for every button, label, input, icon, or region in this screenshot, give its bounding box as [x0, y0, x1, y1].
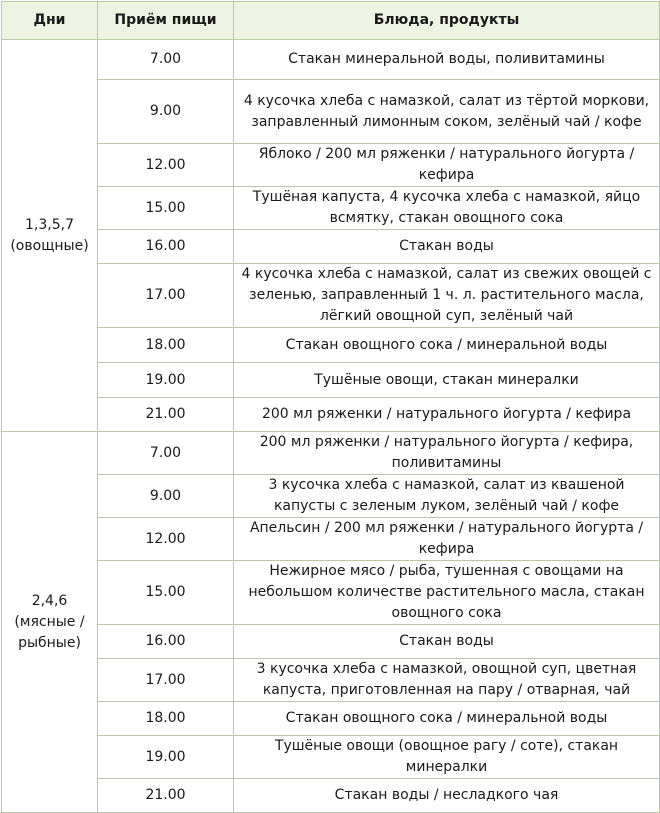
meal-food: Тушёные овощи, стакан минералки — [234, 363, 660, 398]
meal-time: 17.00 — [98, 659, 234, 702]
table-row — [2, 659, 660, 702]
table-row — [2, 736, 660, 779]
meal-time: 17.00 — [98, 264, 234, 328]
meal-time: 16.00 — [98, 625, 234, 659]
meal-food: 3 кусочка хлеба с намазкой, салат из квашеной капусты с зеленым луком, зелёный чай / кофе — [234, 475, 660, 518]
meal-food: 200 мл ряженки / натурального йогурта / кефира — [234, 398, 660, 432]
header-days: Дни — [2, 2, 98, 40]
meal-time: 19.00 — [98, 363, 234, 398]
header-row — [2, 2, 660, 40]
meal-time: 21.00 — [98, 398, 234, 432]
table-row — [2, 230, 660, 264]
meal-food: 4 кусочка хлеба с намазкой, салат из свежих овощей с зеленью, заправленный 1 ч. л. растительного масла, лёгкий овощной суп, зелёный чай — [234, 264, 660, 328]
meal-food: Стакан воды — [234, 625, 660, 659]
day-numbers: 1,3,5,7 — [25, 216, 74, 233]
table-row — [2, 187, 660, 230]
meal-food: 3 кусочка хлеба с намазкой, овощной суп, цветная капуста, приготовленная на пару / отварная, чай — [234, 659, 660, 702]
table-row — [2, 328, 660, 363]
header-dishes: Блюда, продукты — [234, 2, 660, 40]
meal-time: 7.00 — [98, 40, 234, 80]
meal-food: Яблоко / 200 мл ряженки / натурального йогурта / кефира — [234, 144, 660, 187]
meal-food: Стакан овощного сока / минеральной воды — [234, 328, 660, 363]
header-meal: Приём пищи — [98, 2, 234, 40]
meal-food: Стакан минеральной воды, поливитамины — [234, 40, 660, 80]
meal-food: 4 кусочка хлеба с намазкой, салат из тёртой моркови, заправленный лимонным соком, зелёный чай / кофе — [234, 80, 660, 144]
day-group-cell — [2, 40, 98, 432]
meal-food: Тушёная капуста, 4 кусочка хлеба с намазкой, яйцо всмятку, стакан овощного сока — [234, 187, 660, 230]
day-type: (мясные / рыбные) — [14, 613, 85, 651]
meal-time: 9.00 — [98, 80, 234, 144]
diet-table — [1, 1, 660, 813]
meal-time: 19.00 — [98, 736, 234, 779]
table-row — [2, 518, 660, 561]
meal-food: Стакан воды / несладкого чая — [234, 779, 660, 813]
meal-time: 15.00 — [98, 561, 234, 625]
meal-time: 9.00 — [98, 475, 234, 518]
table-row — [2, 702, 660, 736]
meal-time: 12.00 — [98, 144, 234, 187]
meal-food: Нежирное мясо / рыба, тушенная с овощами на небольшом количестве растительного масла, стакан овощного сока — [234, 561, 660, 625]
day-group-cell — [2, 432, 98, 813]
meal-time: 15.00 — [98, 187, 234, 230]
meal-time: 21.00 — [98, 779, 234, 813]
table-row — [2, 363, 660, 398]
table-row — [2, 398, 660, 432]
meal-time: 7.00 — [98, 432, 234, 475]
day-numbers: 2,4,6 — [31, 592, 68, 609]
table-row — [2, 80, 660, 144]
table-row — [2, 561, 660, 625]
meal-time: 16.00 — [98, 230, 234, 264]
meal-food: Апельсин / 200 мл ряженки / натурального йогурта / кефира — [234, 518, 660, 561]
meal-food: 200 мл ряженки / натурального йогурта / кефира, поливитамины — [234, 432, 660, 475]
meal-food: Стакан овощного сока / минеральной воды — [234, 702, 660, 736]
meal-food: Стакан воды — [234, 230, 660, 264]
meal-time: 18.00 — [98, 328, 234, 363]
table-row — [2, 40, 660, 80]
meal-time: 18.00 — [98, 702, 234, 736]
table-row — [2, 144, 660, 187]
table-row — [2, 625, 660, 659]
table-row — [2, 475, 660, 518]
meal-food: Тушёные овощи (овощное рагу / соте), стакан минералки — [234, 736, 660, 779]
table-row — [2, 264, 660, 328]
day-type: (овощные) — [10, 237, 89, 254]
table-row — [2, 779, 660, 813]
meal-time: 12.00 — [98, 518, 234, 561]
table-row — [2, 432, 660, 475]
